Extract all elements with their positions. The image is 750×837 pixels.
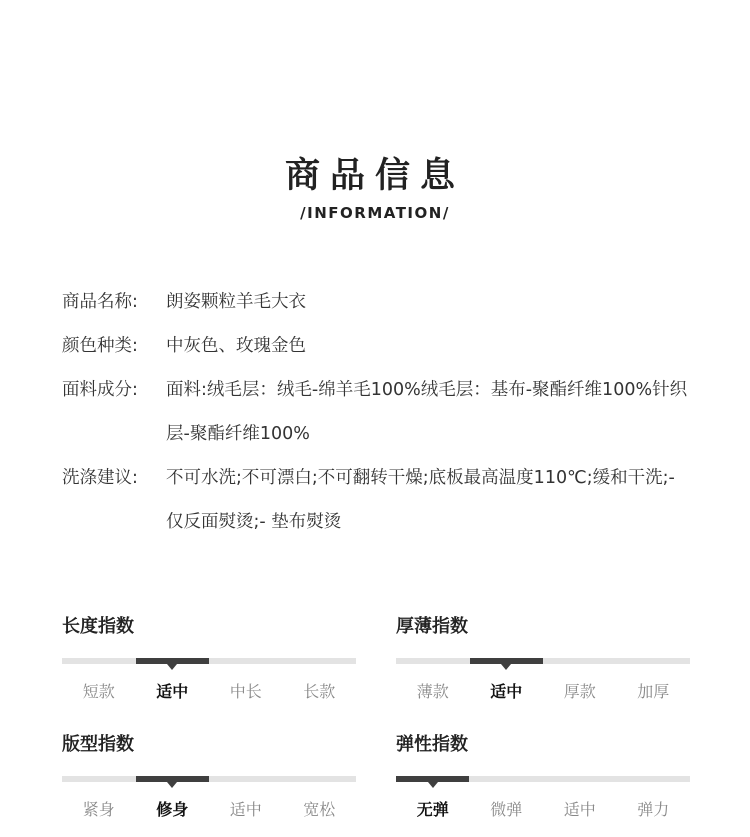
product-info — [62, 280, 702, 544]
index-option: 长款 — [303, 682, 336, 701]
index-option: 厚款 — [563, 682, 596, 701]
index-option: 适中 — [563, 800, 596, 819]
index-title: 版型指数 — [62, 734, 134, 755]
info-row-color — [62, 324, 702, 368]
index-option: 中长 — [229, 682, 262, 701]
info-label: 洗涤建议: — [62, 468, 138, 488]
index-title: 长度指数 — [62, 616, 134, 637]
index-title: 弹性指数 — [396, 734, 468, 755]
index-fit — [62, 732, 356, 820]
index-option: 适中 — [229, 800, 262, 819]
index-option: 加厚 — [637, 682, 670, 701]
index-options — [396, 679, 690, 702]
info-label: 面料成分: — [62, 380, 138, 400]
index-bar — [396, 658, 690, 664]
index-options — [396, 797, 690, 820]
info-value: 朗姿颗粒羊毛大衣 — [166, 292, 306, 312]
info-value: 面料:绒毛层：绒毛-绵羊毛100%绒毛层：基布-聚酯纤维100%针织层-聚酯纤维100% — [166, 380, 688, 444]
index-option: 薄款 — [416, 682, 449, 701]
index-option: 短款 — [82, 682, 115, 701]
index-option: 宽松 — [303, 800, 336, 819]
index-thickness — [396, 614, 690, 702]
index-option: 紧身 — [82, 800, 115, 819]
index-option: 弹力 — [637, 800, 670, 819]
index-bar — [62, 776, 356, 782]
index-options — [62, 797, 356, 820]
index-bar — [396, 776, 690, 782]
info-row-care — [62, 456, 702, 544]
index-option: 适中 — [156, 682, 189, 701]
index-options — [62, 679, 356, 702]
index-option: 微弹 — [490, 800, 523, 819]
index-option: 适中 — [490, 682, 523, 701]
info-row-name — [62, 280, 702, 324]
info-value: 中灰色、玫瑰金色 — [166, 336, 306, 356]
info-value: 不可水洗;不可漂白;不可翻转干燥;底板最高温度110℃;缓和干洗;- 仅反面熨烫;- 垫布熨烫 — [166, 468, 675, 532]
index-title: 厚薄指数 — [396, 616, 468, 637]
info-row-fabric — [62, 368, 702, 456]
index-bar-pointer — [501, 664, 511, 670]
page-subtitle: /INFORMATION/ — [300, 204, 450, 222]
page-title: 商品信息 — [284, 156, 465, 196]
index-bar-pointer — [167, 664, 177, 670]
index-bar — [62, 658, 356, 664]
index-bar-pointer — [167, 782, 177, 788]
info-label: 商品名称: — [62, 292, 138, 312]
index-bar-pointer — [428, 782, 438, 788]
index-elasticity — [396, 732, 690, 820]
index-option: 修身 — [156, 800, 189, 819]
info-label: 颜色种类: — [62, 336, 138, 356]
index-option: 无弹 — [416, 800, 449, 819]
index-length — [62, 614, 356, 702]
